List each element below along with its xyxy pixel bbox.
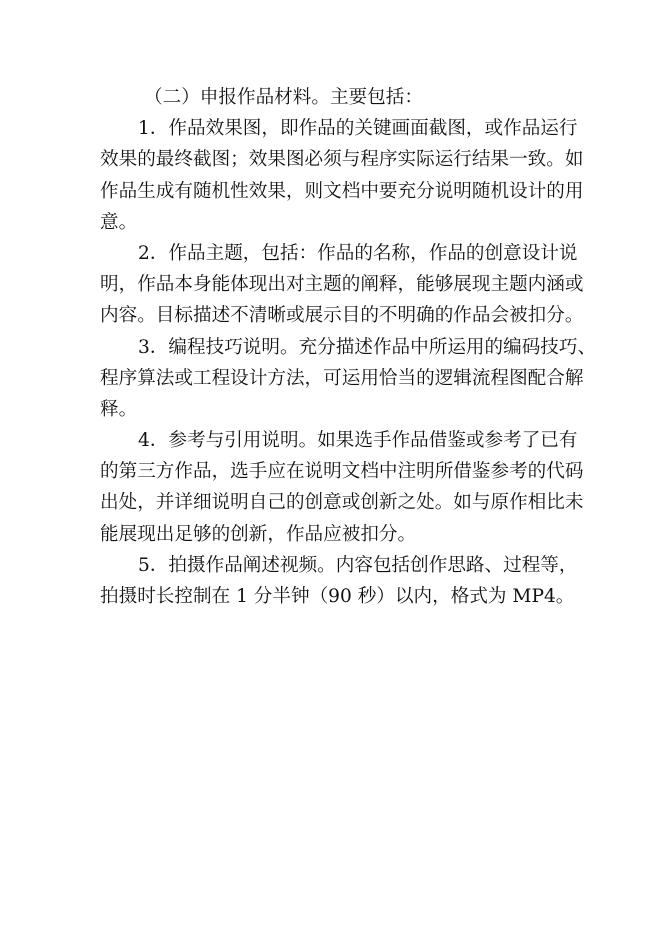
paragraph-line: 2．作品主题，包括：作品的名称，作品的创意设计说 xyxy=(138,242,578,264)
paragraph-line: 程序算法或工程设计方法，可运用恰当的逻辑流程图配合解 xyxy=(100,367,584,389)
paragraph-item-2 xyxy=(100,238,584,332)
paragraph-line: 1．作品效果图，即作品的关键画面截图，或作品运行 xyxy=(138,118,578,140)
section-heading: （二）申报作品材料。主要包括： xyxy=(144,87,423,108)
paragraph-item-4 xyxy=(100,425,584,550)
paragraph-line: 内容。目标描述不清晰或展示目的不明确的作品会被扣分。 xyxy=(100,305,584,327)
paragraph-item-1 xyxy=(100,113,584,238)
paragraph-item-5 xyxy=(100,550,578,612)
paragraph-line: 明，作品本身能体现出对主题的阐释，能够展现主题内涵或 xyxy=(100,274,584,296)
paragraph-line: 释。 xyxy=(100,398,138,420)
document-body xyxy=(100,82,597,612)
paragraph-line: 的第三方作品，选手应在说明文档中注明所借鉴参考的代码 xyxy=(100,461,584,483)
paragraph-line: 3．编程技巧说明。充分描述作品中所运用的编码技巧、 xyxy=(138,336,597,358)
paragraph-line: 能展现出足够的创新，作品应被扣分。 xyxy=(100,523,417,545)
paragraph-line: 作品生成有随机性效果，则文档中要充分说明随机设计的用 xyxy=(100,180,584,202)
paragraph-line: 拍摄时长控制在 1 分半钟（90 秒）以内，格式为 MP4。 xyxy=(100,586,575,607)
paragraph-line: 5．拍摄作品阐述视频。内容包括创作思路、过程等， xyxy=(138,554,578,576)
paragraph-line: 效果的最终截图；效果图必须与程序实际运行结果一致。如 xyxy=(100,149,584,171)
paragraph-line: 意。 xyxy=(100,211,138,233)
paragraph-item-3 xyxy=(100,332,597,426)
paragraph-line: 出处，并详细说明自己的创意或创新之处。如与原作相比未 xyxy=(100,492,584,514)
paragraph-line: 4．参考与引用说明。如果选手作品借鉴或参考了已有 xyxy=(138,430,578,452)
